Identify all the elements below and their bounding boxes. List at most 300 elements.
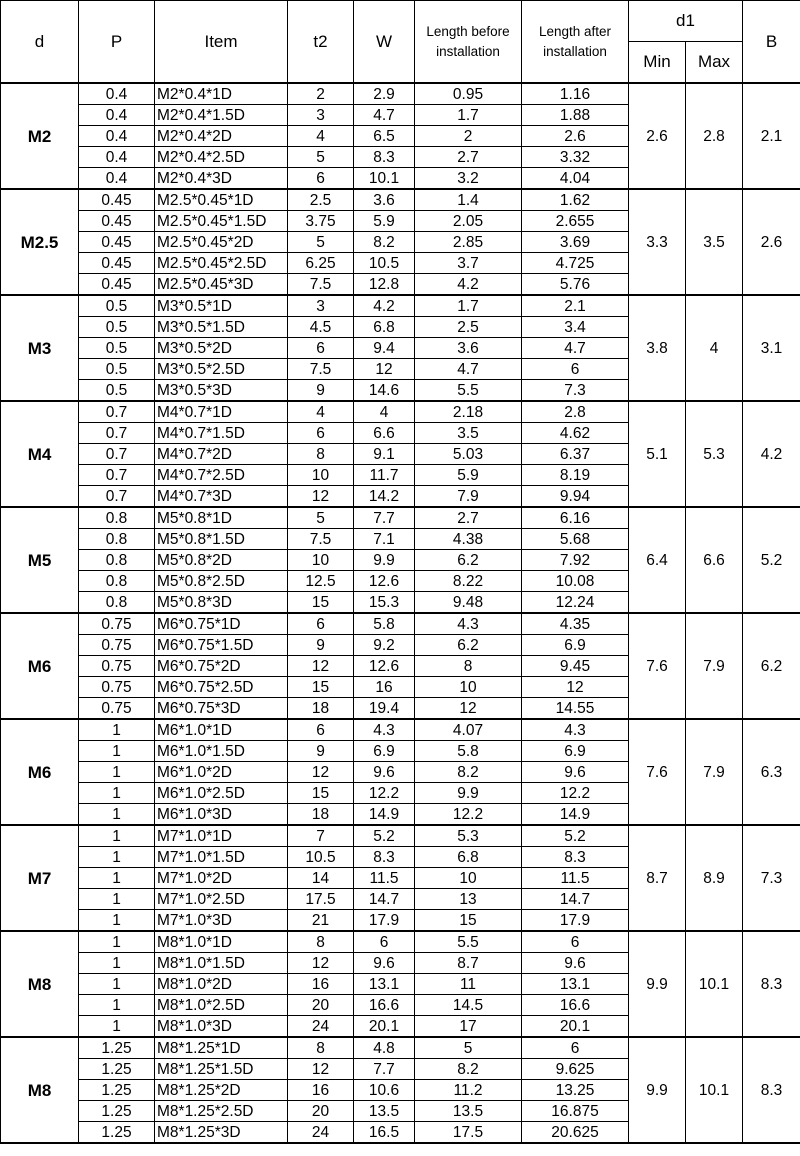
pitch-cell: 0.8 [79,550,155,571]
length-before-cell: 6.8 [415,847,522,868]
length-after-cell: 2.1 [522,295,629,317]
length-after-cell: 4.725 [522,253,629,274]
length-before-cell: 10 [415,677,522,698]
item-cell: M5*0.8*1D [155,507,288,529]
length-after-cell: 8.3 [522,847,629,868]
item-cell: M3*0.5*3D [155,380,288,402]
pitch-cell: 0.4 [79,126,155,147]
pitch-cell: 1 [79,868,155,889]
t2-cell: 12 [288,656,354,677]
length-after-cell: 14.7 [522,889,629,910]
thread-size-cell: M3 [1,295,79,401]
pitch-cell: 0.5 [79,295,155,317]
t2-cell: 6 [288,423,354,444]
pitch-cell: 0.75 [79,656,155,677]
length-after-cell: 1.62 [522,189,629,211]
pitch-cell: 1 [79,741,155,762]
w-cell: 9.9 [354,550,415,571]
w-cell: 9.6 [354,762,415,783]
item-cell: M8*1.0*1.5D [155,953,288,974]
length-after-cell: 12.2 [522,783,629,804]
length-before-cell: 11 [415,974,522,995]
table-row [1,931,800,953]
length-after-cell: 6.16 [522,507,629,529]
t2-cell: 10 [288,465,354,486]
length-before-cell: 13.5 [415,1101,522,1122]
t2-cell: 3 [288,295,354,317]
table-row [1,401,800,423]
length-after-cell: 12.24 [522,592,629,614]
w-cell: 11.5 [354,868,415,889]
w-cell: 5.2 [354,825,415,847]
length-before-cell: 8 [415,656,522,677]
item-cell: M2.5*0.45*1D [155,189,288,211]
pitch-cell: 1 [79,804,155,826]
length-before-cell: 5.3 [415,825,522,847]
length-before-cell: 8.22 [415,571,522,592]
length-before-cell: 6.2 [415,635,522,656]
t2-cell: 9 [288,380,354,402]
item-cell: M3*0.5*2D [155,338,288,359]
pitch-cell: 0.7 [79,423,155,444]
length-before-cell: 4.07 [415,719,522,741]
header-b: B [743,1,800,84]
pitch-cell: 1 [79,995,155,1016]
t2-cell: 15 [288,783,354,804]
length-before-cell: 8.2 [415,762,522,783]
t2-cell: 16 [288,974,354,995]
pitch-cell: 0.5 [79,359,155,380]
header-length-before: Length before installation [415,1,522,84]
item-cell: M2*0.4*2.5D [155,147,288,168]
length-after-cell: 1.16 [522,83,629,105]
w-cell: 12.6 [354,656,415,677]
t2-cell: 15 [288,592,354,614]
w-cell: 16.5 [354,1122,415,1144]
item-cell: M6*1.0*1.5D [155,741,288,762]
length-after-cell: 8.19 [522,465,629,486]
header-p: P [79,1,155,84]
length-after-cell: 6.37 [522,444,629,465]
w-cell: 4.2 [354,295,415,317]
b-cell: 8.3 [743,931,800,1037]
pitch-cell: 1 [79,931,155,953]
pitch-cell: 1 [79,719,155,741]
d1-min-cell: 3.3 [629,189,686,295]
length-after-cell: 16.6 [522,995,629,1016]
t2-cell: 20 [288,1101,354,1122]
w-cell: 14.2 [354,486,415,508]
w-cell: 5.9 [354,211,415,232]
d1-min-cell: 3.8 [629,295,686,401]
w-cell: 5.8 [354,613,415,635]
d1-max-cell: 7.9 [686,719,743,825]
item-cell: M3*0.5*1.5D [155,317,288,338]
table-row [1,295,800,317]
t2-cell: 7.5 [288,529,354,550]
d1-max-cell: 2.8 [686,83,743,189]
d1-max-cell: 4 [686,295,743,401]
t2-cell: 18 [288,698,354,720]
table-row [1,189,800,211]
length-before-cell: 4.3 [415,613,522,635]
length-before-cell: 6.2 [415,550,522,571]
length-after-cell: 9.625 [522,1059,629,1080]
w-cell: 13.1 [354,974,415,995]
b-cell: 5.2 [743,507,800,613]
pitch-cell: 1.25 [79,1101,155,1122]
pitch-cell: 1.25 [79,1059,155,1080]
length-before-cell: 15 [415,910,522,932]
d1-max-cell: 5.3 [686,401,743,507]
t2-cell: 5 [288,507,354,529]
length-before-cell: 9.9 [415,783,522,804]
item-cell: M8*1.25*1.5D [155,1059,288,1080]
w-cell: 8.3 [354,847,415,868]
item-cell: M7*1.0*3D [155,910,288,932]
length-before-cell: 2 [415,126,522,147]
length-before-cell: 4.38 [415,529,522,550]
d1-max-cell: 3.5 [686,189,743,295]
t2-cell: 6 [288,168,354,190]
t2-cell: 12 [288,762,354,783]
w-cell: 8.3 [354,147,415,168]
header-d1-max: Max [686,42,743,84]
length-after-cell: 6 [522,1037,629,1059]
thread-size-cell: M7 [1,825,79,931]
t2-cell: 9 [288,635,354,656]
length-after-cell: 14.55 [522,698,629,720]
header-d: d [1,1,79,84]
pitch-cell: 0.8 [79,529,155,550]
w-cell: 7.1 [354,529,415,550]
table-row [1,613,800,635]
t2-cell: 6.25 [288,253,354,274]
thread-size-cell: M8 [1,931,79,1037]
length-after-cell: 5.76 [522,274,629,296]
t2-cell: 24 [288,1122,354,1144]
t2-cell: 15 [288,677,354,698]
item-cell: M6*1.0*2D [155,762,288,783]
length-after-cell: 3.4 [522,317,629,338]
length-after-cell: 5.2 [522,825,629,847]
b-cell: 6.3 [743,719,800,825]
d1-max-cell: 10.1 [686,1037,743,1143]
thread-size-cell: M2 [1,83,79,189]
d1-min-cell: 2.6 [629,83,686,189]
pitch-cell: 0.75 [79,698,155,720]
b-cell: 7.3 [743,825,800,931]
thread-size-cell: M4 [1,401,79,507]
item-cell: M3*0.5*1D [155,295,288,317]
pitch-cell: 0.4 [79,168,155,190]
length-before-cell: 17 [415,1016,522,1038]
pitch-cell: 0.8 [79,592,155,614]
t2-cell: 6 [288,338,354,359]
pitch-cell: 1 [79,953,155,974]
w-cell: 9.2 [354,635,415,656]
w-cell: 7.7 [354,507,415,529]
header-w: W [354,1,415,84]
pitch-cell: 1 [79,974,155,995]
length-after-cell: 6 [522,359,629,380]
length-after-cell: 3.32 [522,147,629,168]
item-cell: M2.5*0.45*3D [155,274,288,296]
length-after-cell: 10.08 [522,571,629,592]
pitch-cell: 0.4 [79,147,155,168]
pitch-cell: 0.8 [79,507,155,529]
w-cell: 4.7 [354,105,415,126]
item-cell: M6*0.75*2.5D [155,677,288,698]
item-cell: M2.5*0.45*2D [155,232,288,253]
length-before-cell: 1.7 [415,105,522,126]
length-before-cell: 2.18 [415,401,522,423]
length-before-cell: 3.6 [415,338,522,359]
w-cell: 6 [354,931,415,953]
pitch-cell: 0.45 [79,189,155,211]
pitch-cell: 1 [79,825,155,847]
length-before-cell: 12 [415,698,522,720]
t2-cell: 12 [288,953,354,974]
pitch-cell: 0.45 [79,253,155,274]
length-after-cell: 4.3 [522,719,629,741]
w-cell: 16.6 [354,995,415,1016]
d1-max-cell: 10.1 [686,931,743,1037]
t2-cell: 12 [288,486,354,508]
w-cell: 4 [354,401,415,423]
t2-cell: 2.5 [288,189,354,211]
t2-cell: 6 [288,613,354,635]
item-cell: M6*1.0*2.5D [155,783,288,804]
thread-size-cell: M6 [1,613,79,719]
item-cell: M7*1.0*2.5D [155,889,288,910]
thread-size-cell: M5 [1,507,79,613]
length-after-cell: 17.9 [522,910,629,932]
length-before-cell: 12.2 [415,804,522,826]
item-cell: M2.5*0.45*1.5D [155,211,288,232]
length-after-cell: 2.6 [522,126,629,147]
w-cell: 12.8 [354,274,415,296]
length-before-cell: 0.95 [415,83,522,105]
w-cell: 2.9 [354,83,415,105]
t2-cell: 18 [288,804,354,826]
item-cell: M2*0.4*1D [155,83,288,105]
pitch-cell: 1.25 [79,1037,155,1059]
t2-cell: 24 [288,1016,354,1038]
length-after-cell: 13.25 [522,1080,629,1101]
length-before-cell: 7.9 [415,486,522,508]
pitch-cell: 0.5 [79,317,155,338]
item-cell: M2.5*0.45*2.5D [155,253,288,274]
t2-cell: 20 [288,995,354,1016]
t2-cell: 17.5 [288,889,354,910]
item-cell: M2*0.4*2D [155,126,288,147]
w-cell: 12.6 [354,571,415,592]
length-before-cell: 5.8 [415,741,522,762]
length-before-cell: 8.2 [415,1059,522,1080]
length-after-cell: 3.69 [522,232,629,253]
length-before-cell: 3.7 [415,253,522,274]
item-cell: M6*0.75*2D [155,656,288,677]
length-after-cell: 9.94 [522,486,629,508]
item-cell: M8*1.0*1D [155,931,288,953]
item-cell: M6*1.0*1D [155,719,288,741]
w-cell: 6.5 [354,126,415,147]
pitch-cell: 0.7 [79,444,155,465]
t2-cell: 5 [288,147,354,168]
item-cell: M7*1.0*1D [155,825,288,847]
item-cell: M8*1.25*2D [155,1080,288,1101]
thread-size-cell: M8 [1,1037,79,1143]
w-cell: 8.2 [354,232,415,253]
b-cell: 2.6 [743,189,800,295]
item-cell: M5*0.8*2.5D [155,571,288,592]
item-cell: M5*0.8*1.5D [155,529,288,550]
length-after-cell: 2.8 [522,401,629,423]
table-row [1,83,800,105]
d1-max-cell: 6.6 [686,507,743,613]
length-after-cell: 9.6 [522,762,629,783]
length-after-cell: 4.04 [522,168,629,190]
length-before-cell: 1.7 [415,295,522,317]
d1-min-cell: 9.9 [629,1037,686,1143]
length-after-cell: 16.875 [522,1101,629,1122]
w-cell: 13.5 [354,1101,415,1122]
item-cell: M4*0.7*2D [155,444,288,465]
d1-min-cell: 9.9 [629,931,686,1037]
header-item: Item [155,1,288,84]
w-cell: 17.9 [354,910,415,932]
item-cell: M8*1.0*2.5D [155,995,288,1016]
item-cell: M8*1.25*3D [155,1122,288,1144]
t2-cell: 10 [288,550,354,571]
length-before-cell: 2.05 [415,211,522,232]
length-after-cell: 20.1 [522,1016,629,1038]
item-cell: M3*0.5*2.5D [155,359,288,380]
pitch-cell: 0.4 [79,105,155,126]
pitch-cell: 1 [79,910,155,932]
length-after-cell: 4.62 [522,423,629,444]
length-before-cell: 2.7 [415,147,522,168]
w-cell: 10.1 [354,168,415,190]
d1-max-cell: 8.9 [686,825,743,931]
item-cell: M6*0.75*3D [155,698,288,720]
item-cell: M8*1.0*3D [155,1016,288,1038]
t2-cell: 8 [288,444,354,465]
item-cell: M7*1.0*2D [155,868,288,889]
length-before-cell: 5.5 [415,380,522,402]
t2-cell: 16 [288,1080,354,1101]
length-before-cell: 4.2 [415,274,522,296]
pitch-cell: 0.5 [79,338,155,359]
length-before-cell: 13 [415,889,522,910]
length-after-cell: 6 [522,931,629,953]
t2-cell: 8 [288,931,354,953]
t2-cell: 6 [288,719,354,741]
pitch-cell: 0.7 [79,486,155,508]
pitch-cell: 0.4 [79,83,155,105]
w-cell: 9.4 [354,338,415,359]
t2-cell: 5 [288,232,354,253]
length-before-cell: 5.9 [415,465,522,486]
length-before-cell: 10 [415,868,522,889]
w-cell: 4.3 [354,719,415,741]
t2-cell: 4 [288,401,354,423]
length-before-cell: 2.7 [415,507,522,529]
d1-max-cell: 7.9 [686,613,743,719]
w-cell: 14.7 [354,889,415,910]
pitch-cell: 1 [79,847,155,868]
table-row [1,507,800,529]
pitch-cell: 1.25 [79,1122,155,1144]
w-cell: 9.1 [354,444,415,465]
length-after-cell: 11.5 [522,868,629,889]
w-cell: 10.5 [354,253,415,274]
t2-cell: 14 [288,868,354,889]
length-after-cell: 9.45 [522,656,629,677]
w-cell: 6.9 [354,741,415,762]
t2-cell: 10.5 [288,847,354,868]
item-cell: M6*0.75*1.5D [155,635,288,656]
length-after-cell: 4.35 [522,613,629,635]
pitch-cell: 0.5 [79,380,155,402]
length-after-cell: 6.9 [522,741,629,762]
length-before-cell: 11.2 [415,1080,522,1101]
pitch-cell: 0.75 [79,635,155,656]
w-cell: 7.7 [354,1059,415,1080]
b-cell: 8.3 [743,1037,800,1143]
d1-min-cell: 8.7 [629,825,686,931]
pitch-cell: 1 [79,762,155,783]
item-cell: M4*0.7*1.5D [155,423,288,444]
t2-cell: 12.5 [288,571,354,592]
item-cell: M4*0.7*1D [155,401,288,423]
t2-cell: 9 [288,741,354,762]
thread-size-cell: M6 [1,719,79,825]
item-cell: M5*0.8*2D [155,550,288,571]
header-length-after: Length after installation [522,1,629,84]
pitch-cell: 0.45 [79,211,155,232]
d1-min-cell: 5.1 [629,401,686,507]
length-after-cell: 20.625 [522,1122,629,1144]
length-before-cell: 4.7 [415,359,522,380]
w-cell: 4.8 [354,1037,415,1059]
length-before-cell: 1.4 [415,189,522,211]
b-cell: 4.2 [743,401,800,507]
w-cell: 16 [354,677,415,698]
table-row [1,1037,800,1059]
item-cell: M4*0.7*3D [155,486,288,508]
item-cell: M8*1.25*2.5D [155,1101,288,1122]
t2-cell: 21 [288,910,354,932]
length-after-cell: 7.92 [522,550,629,571]
header-d1-min: Min [629,42,686,84]
item-cell: M8*1.0*2D [155,974,288,995]
table-body [1,83,800,1143]
w-cell: 11.7 [354,465,415,486]
b-cell: 3.1 [743,295,800,401]
length-before-cell: 8.7 [415,953,522,974]
length-after-cell: 13.1 [522,974,629,995]
header-d1: d1 [629,1,743,42]
length-after-cell: 6.9 [522,635,629,656]
item-cell: M2*0.4*1.5D [155,105,288,126]
t2-cell: 3.75 [288,211,354,232]
header-t2: t2 [288,1,354,84]
item-cell: M5*0.8*3D [155,592,288,614]
pitch-cell: 0.8 [79,571,155,592]
length-after-cell: 14.9 [522,804,629,826]
